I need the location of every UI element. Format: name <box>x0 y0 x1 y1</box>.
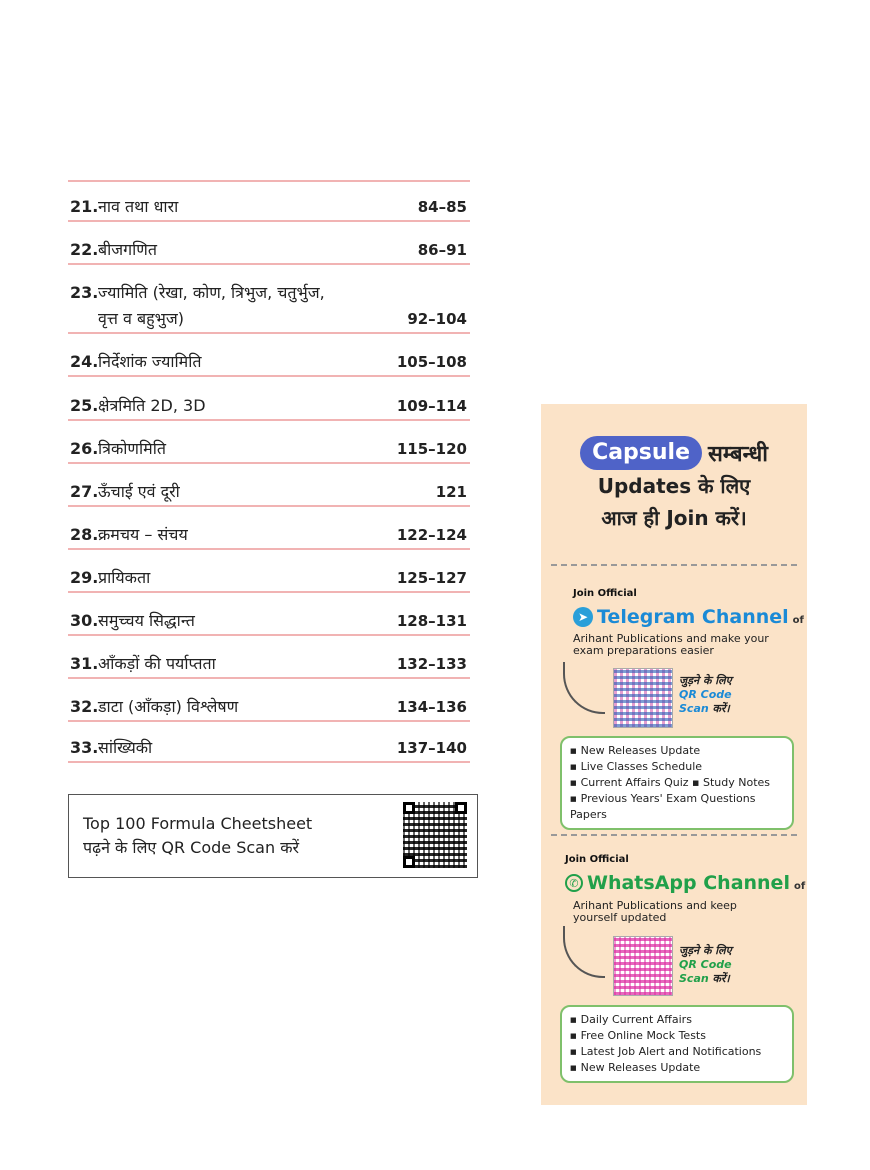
qr-code-icon[interactable] <box>613 936 673 996</box>
list-item: ■ Previous Years' Exam Questions Papers <box>570 791 784 823</box>
toc-row <box>68 462 470 505</box>
toc-number: 28. <box>70 525 99 544</box>
toc-pages: 137–140 <box>396 739 467 757</box>
formula-cheatsheet-box <box>68 794 478 878</box>
whatsapp-qr-label: जुड़ने के लिए QR Code Scan करें। <box>679 944 732 985</box>
toc-number: 31. <box>70 654 99 673</box>
toc-row <box>68 220 470 263</box>
list-item: ■ New Releases Update <box>570 743 784 759</box>
toc-number: 27. <box>70 482 99 501</box>
capsule-header <box>541 436 807 534</box>
toc-title: ऊँचाई एवं दूरी <box>98 482 180 501</box>
toc-row <box>68 180 470 220</box>
toc-title: डाटा (आँकड़ा) विश्लेषण <box>98 697 239 716</box>
toc-number: 23. <box>70 283 99 302</box>
toc-row <box>68 505 470 548</box>
toc-number: 30. <box>70 611 99 630</box>
list-item: ■ Latest Job Alert and Notifications <box>570 1044 784 1060</box>
toc-row <box>68 548 470 591</box>
toc-row <box>68 263 470 332</box>
toc-number: 32. <box>70 697 99 716</box>
toc-pages: 92–104 <box>407 310 467 328</box>
telegram-channel-name: Telegram Channel <box>597 606 789 628</box>
whatsapp-channel-title[interactable] <box>565 872 805 894</box>
toc-pages: 84–85 <box>417 198 467 216</box>
telegram-of: of <box>792 614 804 626</box>
telegram-join-label: Join Official <box>573 588 637 599</box>
toc-row <box>68 332 470 375</box>
qr-code-icon[interactable] <box>613 668 673 728</box>
dashed-divider <box>551 564 797 566</box>
toc-row <box>68 720 470 763</box>
toc-pages: 115–120 <box>396 440 467 458</box>
toc-row <box>68 591 470 634</box>
toc-row <box>68 634 470 677</box>
telegram-features <box>560 736 794 830</box>
whatsapp-description: Arihant Publications and keep yourself updated <box>573 899 737 924</box>
list-item: ■ Current Affairs Quiz ▪ Study Notes <box>570 775 784 791</box>
list-item: ■ Daily Current Affairs <box>570 1012 784 1028</box>
toc-number: 21. <box>70 197 99 216</box>
list-item: ■ Live Classes Schedule <box>570 759 784 775</box>
capsule-line-3: आज ही Join करें। <box>601 506 747 530</box>
toc-title: निर्देशांक ज्यामिति <box>98 352 202 371</box>
toc-title: क्षेत्रमिति 2D, 3D <box>98 396 206 415</box>
capsule-logo: Capsule <box>580 436 702 470</box>
list-item: ■ New Releases Update <box>570 1060 784 1076</box>
toc-number: 24. <box>70 352 99 371</box>
toc-title: त्रिकोणमिति <box>98 439 166 458</box>
toc-title: समुच्चय सिद्धान्त <box>98 611 195 630</box>
toc-pages: 109–114 <box>396 397 467 415</box>
toc-row <box>68 677 470 720</box>
table-of-contents <box>68 180 470 763</box>
curved-arrow-icon <box>563 926 605 978</box>
toc-row <box>68 375 470 419</box>
telegram-icon: ➤ <box>573 607 593 627</box>
telegram-qr-label: जुड़ने के लिए QR Code Scan करें। <box>679 674 732 715</box>
toc-title: नाव तथा धारा <box>98 197 179 216</box>
whatsapp-channel-name: WhatsApp Channel <box>587 872 790 894</box>
promo-panel <box>541 404 807 1105</box>
toc-pages: 132–133 <box>396 655 467 673</box>
formula-line-2: पढ़ने के लिए QR Code Scan करें <box>83 838 300 857</box>
toc-number: 29. <box>70 568 99 587</box>
capsule-line-2: Updates के लिए <box>597 474 751 498</box>
toc-title: प्रायिकता <box>98 568 151 587</box>
toc-pages: 105–108 <box>396 353 467 371</box>
whatsapp-icon: ✆ <box>565 874 583 892</box>
telegram-description: Arihant Publications and make your exam preparations easier <box>573 632 769 657</box>
toc-pages: 86–91 <box>417 241 467 259</box>
toc-pages: 121 <box>435 483 467 501</box>
curved-arrow-icon <box>563 662 605 714</box>
toc-title: बीजगणित <box>98 240 157 259</box>
formula-cheatsheet-text <box>83 812 312 860</box>
toc-number: 25. <box>70 396 99 415</box>
toc-pages: 128–131 <box>396 612 467 630</box>
dashed-divider <box>551 834 797 836</box>
toc-pages: 134–136 <box>396 698 467 716</box>
toc-row <box>68 419 470 462</box>
toc-title: सांख्यिकी <box>98 738 153 757</box>
toc-pages: 122–124 <box>396 526 467 544</box>
toc-title: आँकड़ों की पर्याप्तता <box>98 654 216 673</box>
toc-pages: 125–127 <box>396 569 467 587</box>
formula-line-1: Top 100 Formula Cheetsheet <box>83 814 313 833</box>
toc-number: 22. <box>70 240 99 259</box>
toc-number: 33. <box>70 738 99 757</box>
toc-title: क्रमचय – संचय <box>98 525 188 544</box>
list-item: ■ Free Online Mock Tests <box>570 1028 784 1044</box>
capsule-word: सम्बन्धी <box>708 442 768 467</box>
qr-code-icon[interactable] <box>403 802 467 868</box>
telegram-channel-title[interactable] <box>573 606 804 628</box>
whatsapp-join-label: Join Official <box>565 854 629 865</box>
whatsapp-of: of <box>793 880 806 892</box>
toc-title: ज्यामिति (रेखा, कोण, त्रिभुज, चतुर्भुज, वृत्त व बहुभुज) <box>98 283 325 328</box>
whatsapp-features <box>560 1005 794 1083</box>
toc-number: 26. <box>70 439 99 458</box>
